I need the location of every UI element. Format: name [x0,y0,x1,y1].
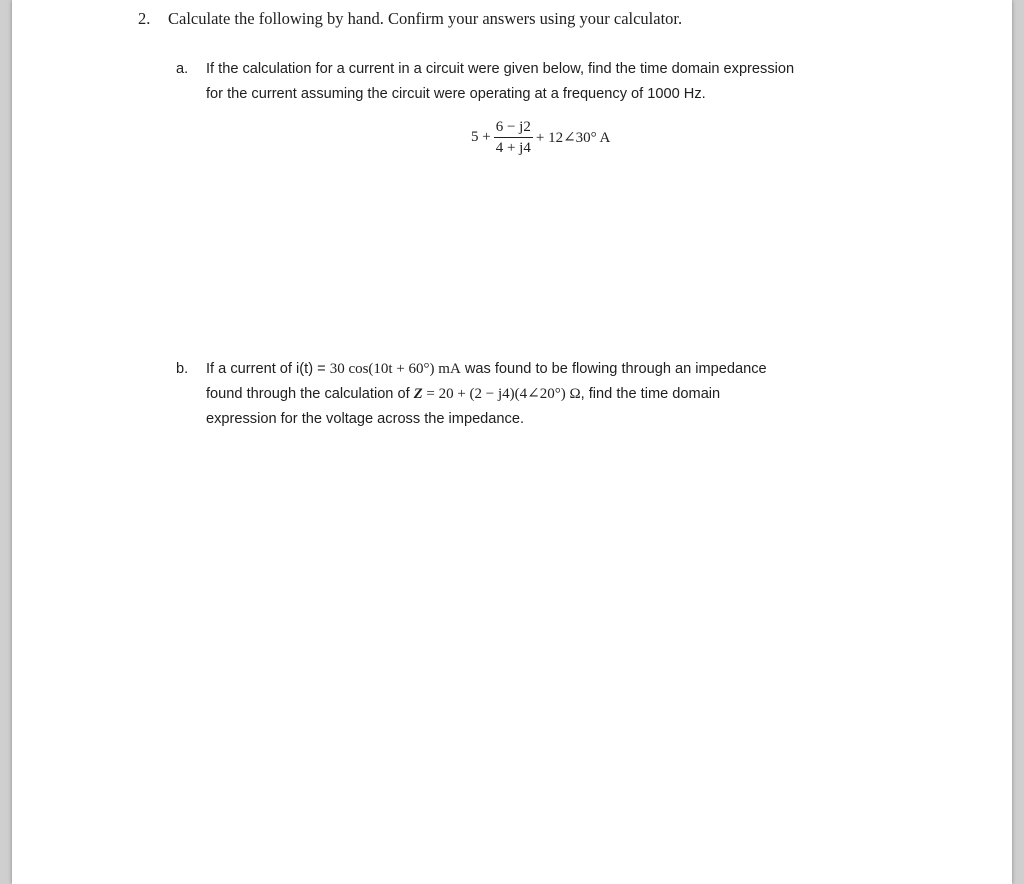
part-a-line-1: If the calculation for a current in a circuit were given below, find the time domain expression [206,61,795,77]
part-b-line-1-pre: If a current of i(t) = [206,361,330,377]
fraction-denominator: 4 + j4 [495,139,531,156]
part-b-line-3: expression for the voltage across the impedance. [206,411,524,427]
question-number: 2. [138,9,151,28]
part-b-line-2-pre: found through the calculation of [206,386,414,402]
part-a [176,57,936,117]
equation-tail: + 12∠30° A [535,129,611,146]
equation-fraction [494,118,533,157]
impedance-symbol: Z [413,386,423,402]
part-b-line-2 [206,382,720,407]
document-page [12,0,1012,884]
part-b-line-1 [206,357,767,382]
equation-lead: 5 + [471,128,491,145]
question-text: Calculate the following by hand. Confirm your answers using your calculator. [168,9,683,28]
impedance-expression: = 20 + (2 − j4)(4∠20°) Ω [422,386,581,402]
part-b-line-2-post: , find the time domain [580,386,721,402]
current-expression: 30 cos(10t + 60°) mA [329,361,461,377]
part-b-line-1-post: was found to be flowing through an impedance [460,361,767,377]
part-b [176,357,936,437]
question-heading [138,9,682,29]
part-a-letter: a. [176,61,189,77]
fraction-numerator: 6 − j2 [494,118,533,138]
part-b-letter: b. [176,361,189,377]
current-equation [471,112,610,162]
part-a-line-2: for the current assuming the circuit were operating at a frequency of 1000 Hz. [206,86,706,102]
